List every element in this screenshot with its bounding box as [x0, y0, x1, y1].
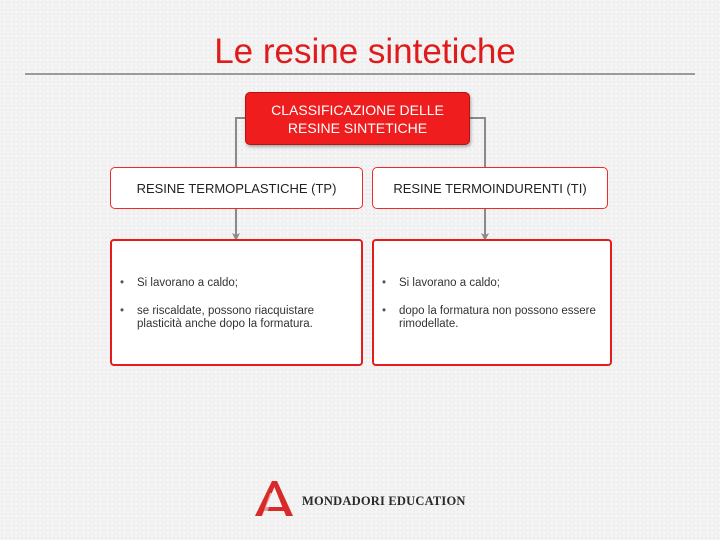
branch-detail-thermoplastic: [110, 239, 363, 366]
list-item: [120, 277, 353, 290]
list-item-text: Si lavorano a caldo;: [137, 277, 239, 289]
root-node-label: CLASSIFICAZIONE DELLE RESINE SINTETICHE: [271, 101, 444, 136]
bullet-list: [382, 277, 602, 331]
list-item: [382, 277, 602, 290]
list-item-text: se riscaldate, possono riacquistare plasticità anche dopo la formatura.: [137, 305, 315, 330]
list-item-text: dopo la formatura non possono essere rimodellate.: [399, 305, 596, 330]
bullet-icon: •: [382, 277, 387, 289]
publisher-logo: [252, 478, 466, 518]
publisher-logo-text: MONDADORI EDUCATION: [302, 493, 466, 508]
connector-root-to-left: [236, 118, 245, 167]
branch-header-thermoplastic: [110, 167, 363, 209]
bullet-icon: •: [382, 305, 387, 317]
bullet-list: [120, 277, 353, 331]
branch-header-thermosetting: [372, 167, 608, 209]
branch-header-label: RESINE TERMOINDURENTI (TI): [393, 180, 587, 196]
branch-header-label: RESINE TERMOPLASTICHE (TP): [136, 180, 337, 196]
bullet-icon: •: [120, 305, 125, 317]
root-node: [245, 92, 470, 145]
list-item-text: Si lavorano a caldo;: [399, 277, 501, 289]
branch-detail-thermosetting: [372, 239, 612, 366]
list-item: [382, 305, 602, 331]
bullet-icon: •: [120, 277, 125, 289]
connector-root-to-right: [470, 118, 485, 167]
slide-title: Le resine sintetiche: [214, 32, 516, 71]
list-item: [120, 305, 353, 331]
mondadori-a-logo-icon: [252, 479, 296, 517]
